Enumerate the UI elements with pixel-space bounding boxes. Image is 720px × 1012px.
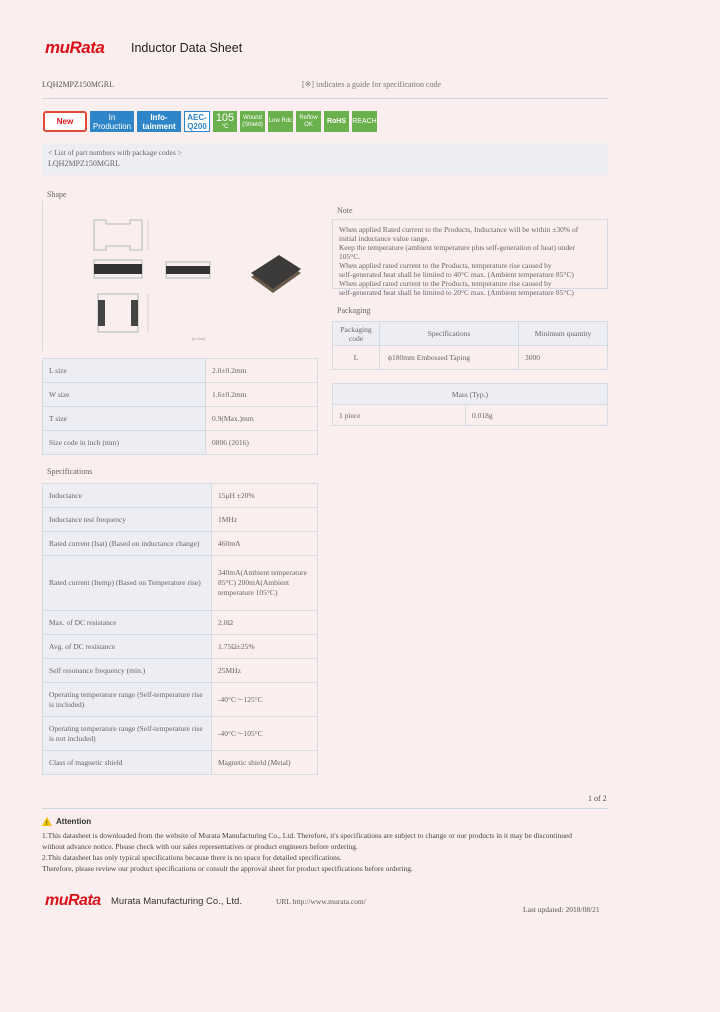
product-photo [245,255,305,301]
note-line: initial inductance value range. [339,234,430,243]
spec-row [43,683,318,717]
spec-label: Rated current (Itemp) (Based on Temperature rise) [43,556,212,611]
last-updated: Last updated: 2018/08/21 [523,905,600,914]
note-line: self-generated heat shall be limited to 40°C max. (Ambient temperature 85°C) [339,270,574,279]
specifications-heading: Specifications [47,467,93,476]
packaging-code: L [333,346,380,370]
wound-badge-sub: (Shield) [242,121,263,128]
dim-value: 2.0±0.2mm [206,359,318,383]
mass-header-row [333,384,608,405]
spec-value: -40°C～125°C [212,683,318,717]
temp-badge [213,111,237,132]
package-part-number: LQH2MPZ150MGRL [48,159,121,168]
spec-label: Class of magnetic shield [43,751,212,775]
spec-row [43,611,318,635]
spec-value: -40°C～105°C [212,717,318,751]
dim-label: T size [43,407,206,431]
footer-divider [42,808,608,809]
temp-badge-unit: °C [221,124,229,130]
mass-heading: Mass (Typ.) [333,384,608,405]
spec-row [43,751,318,775]
spec-row [43,508,318,532]
wound-badge [240,111,265,132]
packaging-col-code: Packaging code [333,322,380,346]
package-list-link[interactable]: < List of part numbers with package codes > [48,148,182,157]
shape-border [42,201,43,351]
spec-label: Max. of DC resistance [43,611,212,635]
mass-label: 1 piece [333,405,466,426]
note-line: When applied Rated current to the Products, Inductance will be within ±30% of [339,225,579,234]
specifications-table [42,483,318,775]
spec-value: 340mA(Ambient temperature 85°C) 200mA(Ambient temperature 105°C) [212,556,318,611]
dimension-table [42,358,318,455]
spec-row [43,556,318,611]
dim-row-size [43,431,318,455]
spec-label: Inductance [43,484,212,508]
dim-value: 1.6±0.2mm [206,383,318,407]
spec-value: 1MHz [212,508,318,532]
production-badge: In Production [90,111,134,132]
aec-badge: AEC-Q200 [184,111,210,132]
shape-heading: Shape [47,190,67,199]
packaging-row [333,346,608,370]
note-panel [332,219,608,297]
dim-row-w [43,383,318,407]
product-top [251,255,301,289]
mass-table [332,383,608,426]
spec-label: Self resonance frequency (min.) [43,659,212,683]
note-line: self-generated heat shall be limited to 20°C max. (Ambient temperature 85°C) [339,288,574,297]
spec-label: Operating temperature range (Self-temperature rise is included) [43,683,212,717]
note-line: When applied rated current to the Products, temperature rise caused by [339,279,552,288]
reach-badge: REACH [352,111,377,132]
bottom-view-terminal-right [131,300,138,326]
spec-label: Operating temperature range (Self-temperature rise is not included) [43,717,212,751]
spec-value: 2.0Ω [212,611,318,635]
packaging-spec: ϕ180mm Embossed Taping [380,346,519,370]
spec-label: Avg. of DC resistance [43,635,212,659]
rohs-badge: RoHS [324,111,349,132]
murata-logo: muRata [45,38,105,57]
lowrdc-badge: Low Rdc [268,111,293,132]
page-title: Inductor Data Sheet [131,41,243,55]
wound-badge-label: Wound [243,114,262,121]
attention-line: 1.This datasheet is downloaded from the website of Murata Manufacturing Co., Ltd. Therefore, it's specifications are subject to change or our products in it may be discontinued [42,831,573,840]
spec-row [43,635,318,659]
bottom-view-terminal-left [98,300,105,326]
spec-row [43,659,318,683]
dim-row-l [43,359,318,383]
end-view-core [166,266,210,274]
spec-value: 15μH ±20% [212,484,318,508]
packaging-qty: 3000 [519,346,608,370]
part-number: LQH2MPZ150MGRL [42,80,115,89]
spec-label: Rated current (Isat) (Based on inductance change) [43,532,212,556]
attention-line: 2.This datasheet has only typical specifications because there is no space for detailed specifications. [42,853,342,862]
infotainment-badge: Info-tainment [137,111,181,132]
reflow-badge: Reflow OK [296,111,321,132]
spec-value: 1.75Ω±25% [212,635,318,659]
spec-value: 25MHz [212,659,318,683]
packaging-heading: Packaging [337,306,371,315]
spec-row [43,717,318,751]
page-number: 1 of 2 [588,794,607,803]
spec-row [43,532,318,556]
spec-code-disclaimer: [※] indicates a guide for specification code [302,80,442,89]
note-heading: Note [337,206,353,215]
company-url[interactable]: URL http://www.murata.com/ [276,897,366,906]
attention-line: without advance notice. Please check with our sales representatives or product engineers before ordering. [42,842,358,851]
note-line: When applied rated current to the Products, temperature rise caused by [339,261,552,270]
packaging-table [332,321,608,370]
note-line: Keep the temperature (ambient temperature plus self-generation of heat) under [339,243,575,252]
footer-murata-logo: muRata [45,892,101,909]
dim-label: L size [43,359,206,383]
dim-value: 0806 (2016) [206,431,318,455]
dim-label: W size [43,383,206,407]
spec-value: 460mA [212,532,318,556]
spec-value: Magnetic shield (Metal) [212,751,318,775]
new-badge: New [43,111,87,132]
note-line: 105°C. [339,252,361,261]
attention-body [42,830,612,874]
dim-value: 0.9(Max.)mm [206,407,318,431]
dim-label: Size code in inch (mm) [43,431,206,455]
spec-label: Inductance test frequency [43,508,212,532]
packaging-header-row [333,322,608,346]
mass-value: 0.018g [466,405,608,426]
attention-header [42,817,91,826]
header-divider [42,98,608,99]
packaging-col-spec: Specifications [380,322,519,346]
diagram-unit-label: (in mm) [192,336,206,341]
warning-icon [42,817,52,826]
temp-badge-value: 105 [215,112,235,124]
company-name: Murata Manufacturing Co., Ltd. [111,896,242,907]
packaging-col-qty: Minimum quantity [519,322,608,346]
spec-row [43,484,318,508]
top-view-outline [94,220,142,250]
attention-heading: Attention [56,817,92,826]
side-view-core [94,264,142,274]
svg-text:!: ! [46,821,48,826]
mass-row [333,405,608,426]
dim-row-t [43,407,318,431]
attention-line: Therefore, please review our product specifications or consult the approval sheet for product specifications before ordering. [42,864,413,873]
shape-diagram [80,210,240,350]
